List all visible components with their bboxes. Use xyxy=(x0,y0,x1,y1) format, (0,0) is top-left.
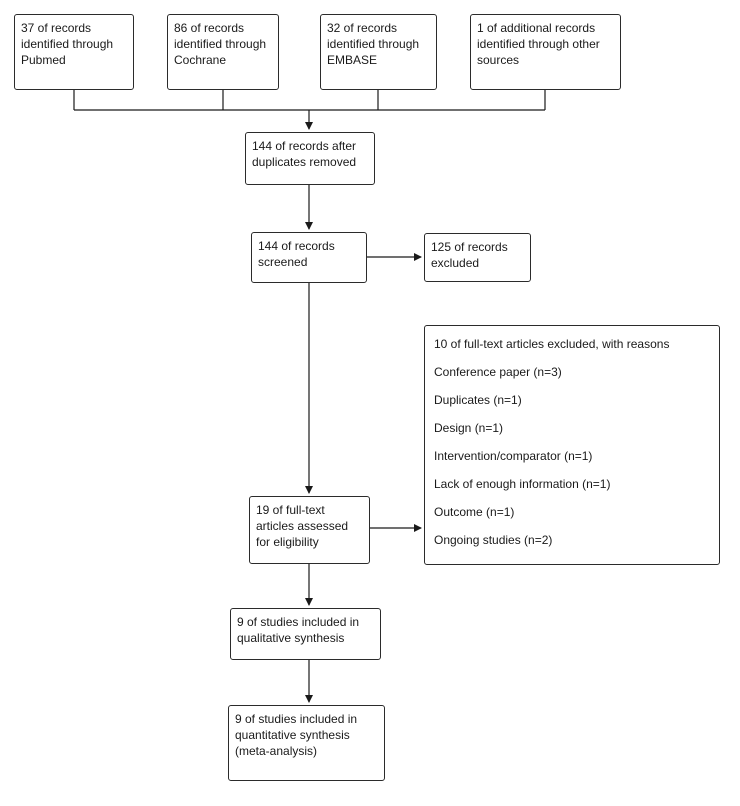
node-other-sources xyxy=(470,14,621,90)
node-embase-text: 32 of records identified through EMBASE xyxy=(327,21,420,67)
fulltext-excluded-reason-3: Design (n=1) xyxy=(434,421,504,435)
fulltext-excluded-header: 10 of full-text articles excluded, with reasons xyxy=(434,337,670,351)
fulltext-excluded-reason-7: Ongoing studies (n=2) xyxy=(434,533,553,547)
node-after-duplicates xyxy=(245,132,375,185)
node-screened xyxy=(251,232,367,283)
node-pubmed-text: 37 of records identified through Pubmed xyxy=(21,21,114,67)
fulltext-excluded-reason-5: Lack of enough information (n=1) xyxy=(434,477,611,491)
connector-sources-merge-line xyxy=(74,90,545,110)
node-quantitative-synthesis xyxy=(228,705,385,781)
node-qualitative-synthesis xyxy=(230,608,381,660)
node-other-sources-text: 1 of additional records identified through other sources xyxy=(477,21,600,67)
fulltext-excluded-reason-1: Conference paper (n=3) xyxy=(434,365,562,379)
fulltext-excluded-reason-2: Duplicates (n=1) xyxy=(434,393,522,407)
node-fulltext-excluded-reasons xyxy=(424,325,720,565)
node-screened-text: 144 of records screened xyxy=(258,239,335,269)
node-cochrane-text: 86 of records identified through Cochrane xyxy=(174,21,267,67)
node-pubmed xyxy=(14,14,134,90)
fulltext-excluded-reason-4: Intervention/comparator (n=1) xyxy=(434,449,593,463)
fulltext-excluded-reason-6: Outcome (n=1) xyxy=(434,505,515,519)
node-qualitative-synthesis-text: 9 of studies included in qualitative synthesis xyxy=(237,615,360,645)
node-quantitative-synthesis-text: 9 of studies included in quantitative synthesis (meta-analysis) xyxy=(235,712,358,758)
node-fulltext-assessed xyxy=(249,496,370,564)
node-records-excluded-text: 125 of records excluded xyxy=(431,240,508,270)
node-fulltext-assessed-text: 19 of full-text articles assessed for eligibility xyxy=(256,503,349,549)
node-embase xyxy=(320,14,437,90)
node-cochrane xyxy=(167,14,279,90)
node-records-excluded xyxy=(424,233,531,282)
node-after-duplicates-text: 144 of records after duplicates removed xyxy=(252,139,357,169)
